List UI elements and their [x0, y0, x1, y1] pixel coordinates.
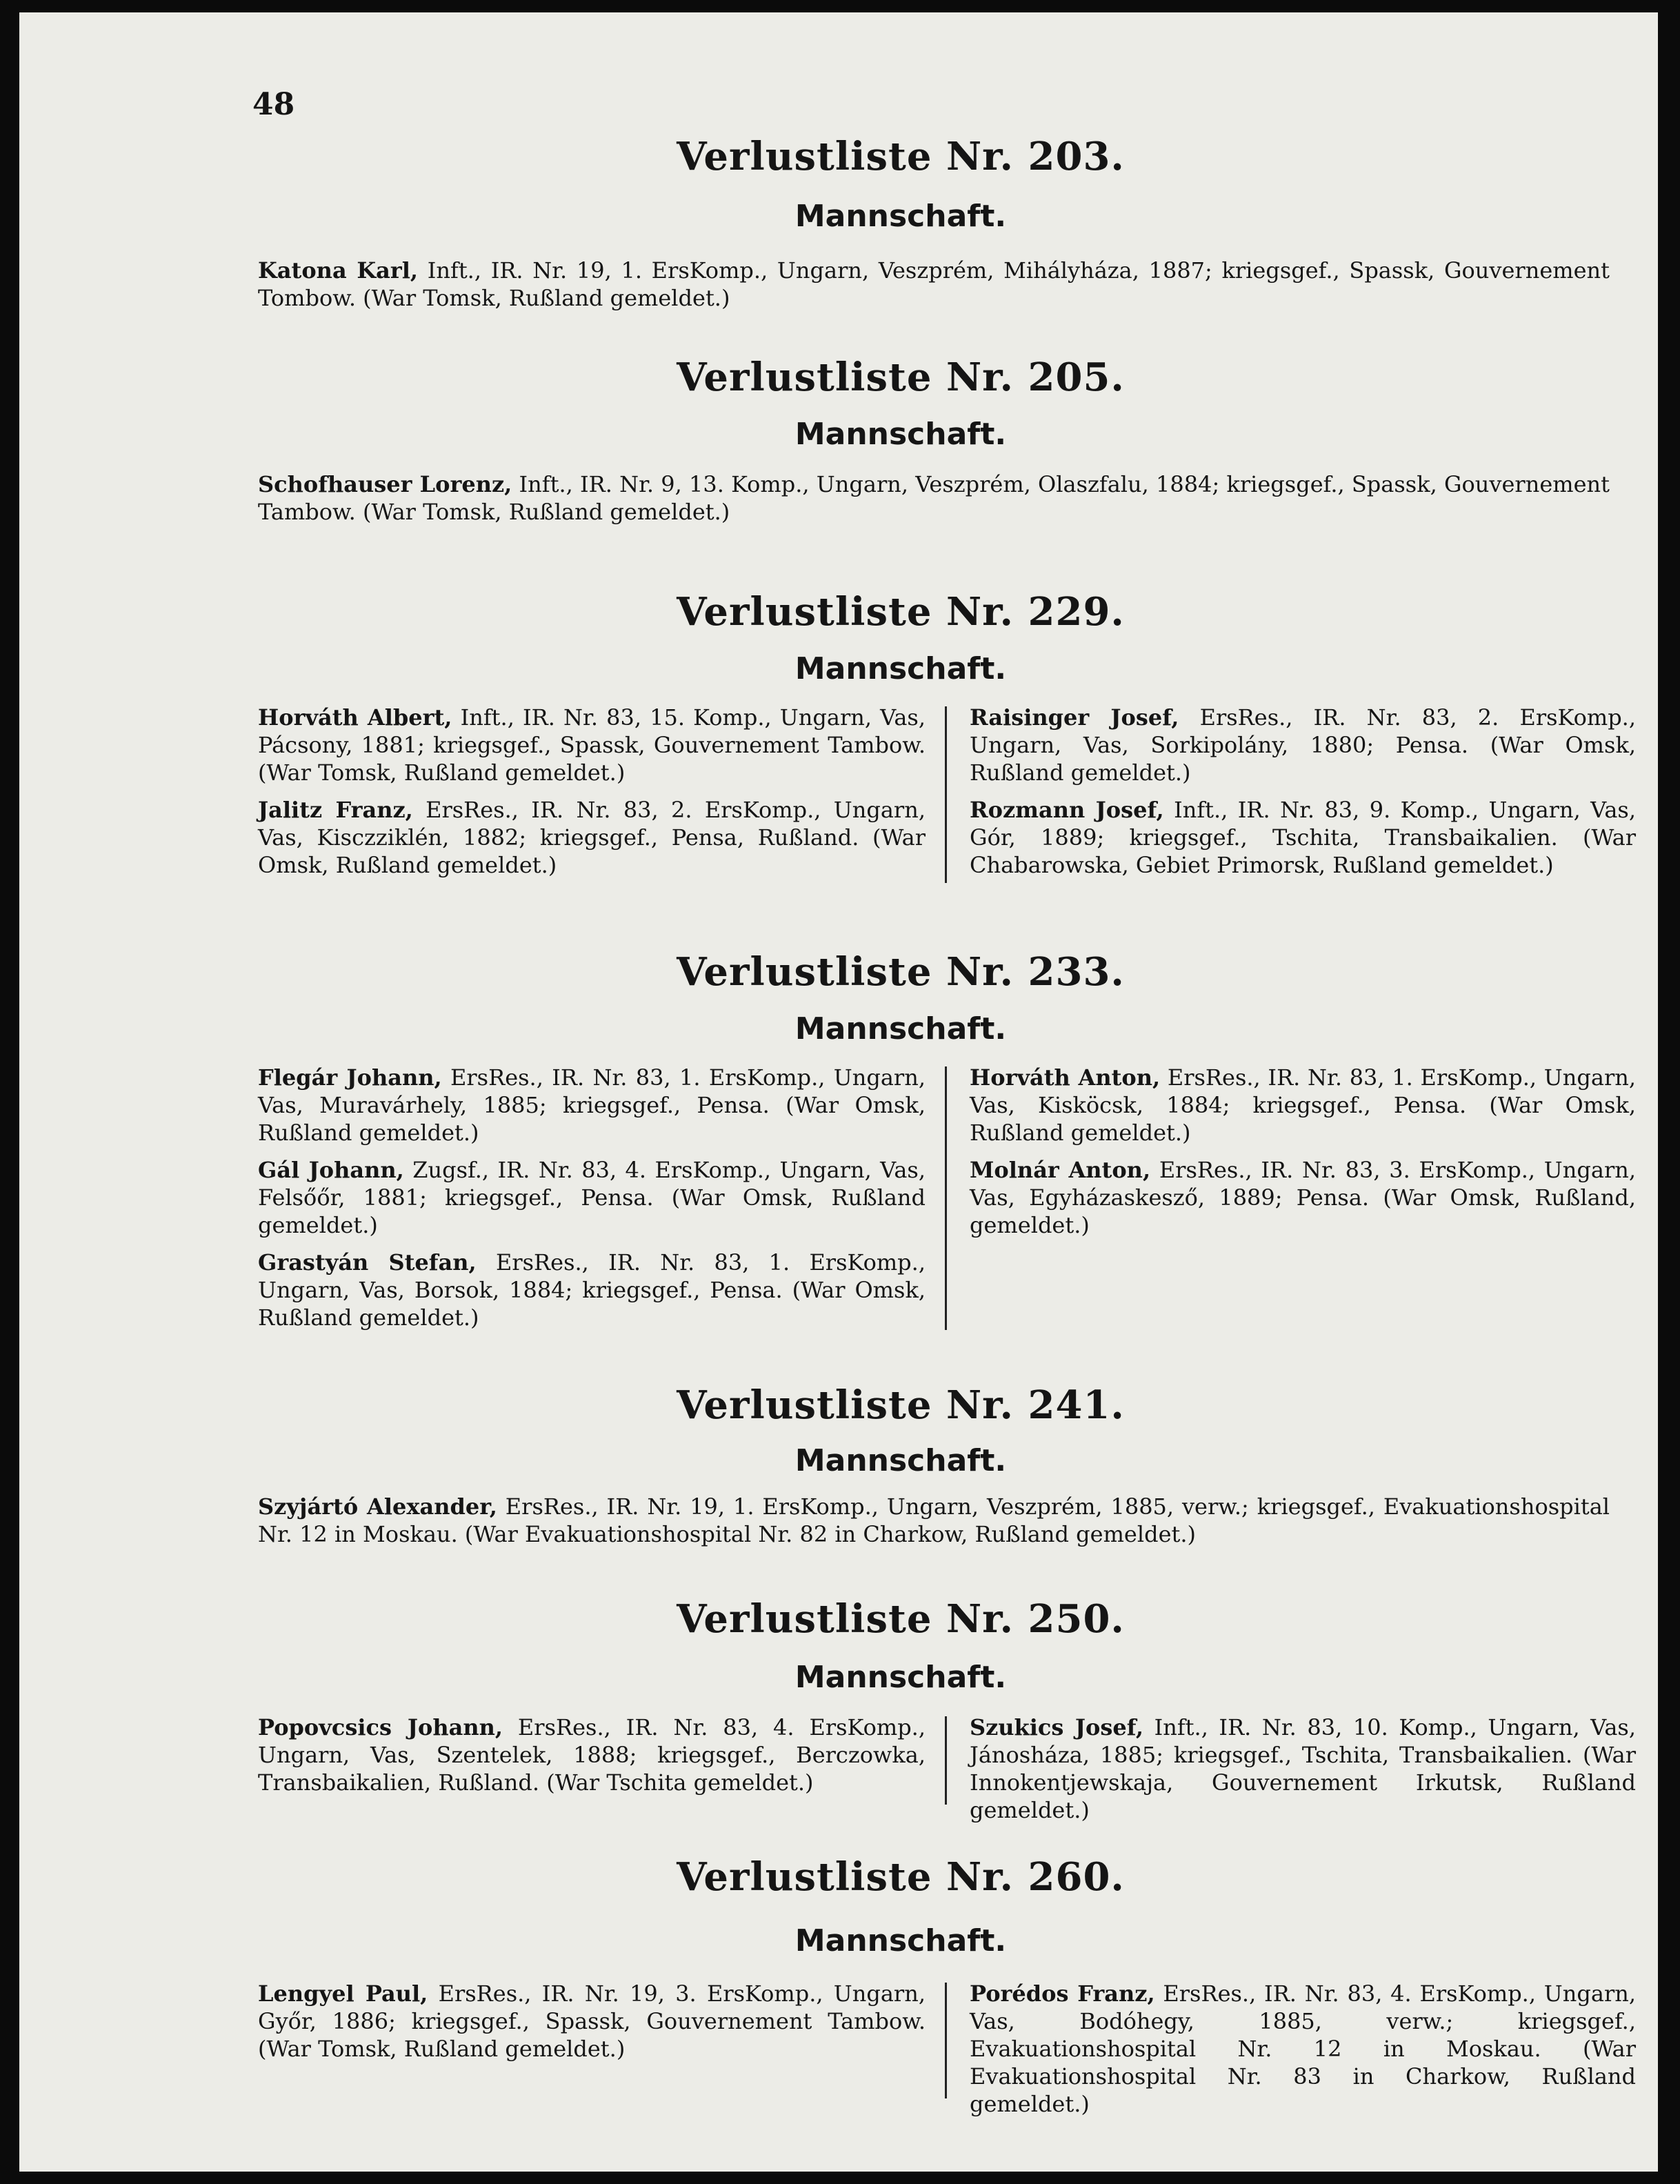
section-subtitle: Mannschaft. [794, 651, 1007, 686]
entry-name: Szukics Josef, [970, 1714, 1143, 1740]
casualty-entry [970, 1980, 1636, 2118]
section-subtitle: Mannschaft. [794, 417, 1007, 452]
entry-name: Szyjártó Alexander, [258, 1493, 497, 1520]
entry-text: ErsRes., IR. Nr. 83, 2. ErsKomp., Ungarn, Vas, Kisczziklén, 1882; kriegsgef., Pensa, Rußland. (War Omsk, Rußland gemeldet.) [258, 797, 926, 878]
entry-block [258, 1493, 1610, 1558]
casualty-entry [258, 1980, 926, 2063]
section-title: Verlustliste Nr. 205. [677, 355, 1125, 400]
entry-text: ErsRes., IR. Nr. 83, 2. ErsKomp., Ungarn, Vas, Sorkipolány, 1880; Pensa. (War Omsk, Rußland gemeldet.) [970, 704, 1637, 786]
left-column [258, 1064, 926, 1341]
casualty-entry [970, 1064, 1636, 1146]
entry-name: Rozmann Josef, [970, 797, 1164, 823]
section-subtitle: Mannschaft. [794, 199, 1007, 234]
casualty-entry [258, 1156, 926, 1239]
casualty-entry [970, 796, 1636, 879]
section-title: Verlustliste Nr. 233. [677, 949, 1125, 995]
entry-block [258, 470, 1610, 535]
left-column [258, 1980, 926, 2072]
left-column [258, 1714, 926, 1806]
casualty-entry [258, 796, 926, 879]
section-subtitle: Mannschaft. [794, 1923, 1007, 1958]
entry-text: Inft., IR. Nr. 83, 10. Komp., Ungarn, Vas, Jánosháza, 1885; kriegsgef., Tschita, Transbaikalien. (War Innokentjewskaja, Gouvernement Irkutsk, Rußland gemeldet.) [970, 1714, 1637, 1823]
column-divider [945, 1983, 947, 2098]
entry-text: ErsRes., IR. Nr. 83, 4. ErsKomp., Ungarn, Vas, Szentelek, 1888; kriegsgef., Berczowka, Transbaikalien, Rußland. (War Tschita gemeldet.) [258, 1714, 926, 1796]
section-title: Verlustliste Nr. 229. [677, 589, 1125, 635]
entry-name: Lengyel Paul, [258, 1981, 428, 2007]
entry-name: Porédos Franz, [970, 1981, 1155, 2007]
entry-text: ErsRes., IR. Nr. 83, 1. ErsKomp., Ungarn, Vas, Muravárhely, 1885; kriegsgef., Pensa. (War Omsk, Rußland gemeldet.) [258, 1064, 926, 1146]
casualty-entry [258, 704, 926, 786]
casualty-entry [258, 1249, 926, 1331]
entry-name: Horváth Albert, [258, 704, 452, 731]
casualty-entry [258, 1064, 926, 1146]
casualty-entry [258, 1493, 1610, 1548]
column-divider [945, 1716, 947, 1805]
right-column [970, 1714, 1636, 1834]
column-divider [945, 1066, 947, 1330]
entry-name: Flegár Johann, [258, 1064, 442, 1091]
entry-name: Popovcsics Johann, [258, 1714, 503, 1740]
entry-name: Jalitz Franz, [258, 797, 413, 823]
column-divider [945, 706, 947, 883]
section-title: Verlustliste Nr. 250. [677, 1596, 1125, 1642]
casualty-entry [970, 704, 1636, 786]
entry-text: Zugsf., IR. Nr. 83, 4. ErsKomp., Ungarn, Vas, Felsőőr, 1881; kriegsgef., Pensa. (War Omsk, Rußland gemeldet.) [258, 1157, 926, 1238]
entry-name: Raisinger Josef, [970, 704, 1179, 731]
section-subtitle: Mannschaft. [794, 1660, 1007, 1695]
section-title: Verlustliste Nr. 260. [677, 1854, 1125, 1900]
entry-text: Inft., IR. Nr. 19, 1. ErsKomp., Ungarn, Veszprém, Mihályháza, 1887; kriegsgef., Spassk, Gouvernement Tombow. (War Tomsk, Rußland gemeldet.) [258, 257, 1610, 311]
entry-text: Inft., IR. Nr. 9, 13. Komp., Ungarn, Veszprém, Olaszfalu, 1884; kriegsgef., Spassk, Gouvernement Tambow. (War Tomsk, Rußland gemeldet.) [258, 471, 1610, 525]
page-number: 48 [252, 87, 295, 122]
entry-block [258, 257, 1610, 321]
section-title: Verlustliste Nr. 241. [677, 1382, 1125, 1428]
section-subtitle: Mannschaft. [794, 1011, 1007, 1046]
entry-text: ErsRes., IR. Nr. 19, 1. ErsKomp., Ungarn, Veszprém, 1885, verw.; kriegsgef., Evakuationshospital Nr. 12 in Moskau. (War Evakuationshospital Nr. 82 in Charkow, Rußland gemeldet.) [258, 1493, 1610, 1547]
section-title: Verlustliste Nr. 203. [677, 134, 1125, 179]
entry-text: ErsRes., IR. Nr. 83, 3. ErsKomp., Ungarn, Vas, Egyházaskesző, 1889; Pensa. (War Omsk, Rußland, gemeldet.) [970, 1157, 1637, 1238]
entry-name: Gál Johann, [258, 1157, 404, 1183]
entry-text: ErsRes., IR. Nr. 83, 1. ErsKomp., Ungarn, Vas, Kisköcsk, 1884; kriegsgef., Pensa. (War Omsk, Rußland gemeldet.) [970, 1064, 1637, 1146]
section-subtitle: Mannschaft. [794, 1443, 1007, 1478]
casualty-entry [970, 1156, 1636, 1239]
right-column [970, 1064, 1636, 1249]
casualty-entry [970, 1714, 1636, 1824]
entry-name: Schofhauser Lorenz, [258, 471, 512, 497]
left-column [258, 704, 926, 889]
entry-name: Katona Karl, [258, 257, 419, 284]
entry-text: ErsRes., IR. Nr. 19, 3. ErsKomp., Ungarn, Győr, 1886; kriegsgef., Spassk, Gouvernement Tambow. (War Tomsk, Rußland gemeldet.) [258, 1981, 926, 2062]
entry-text: ErsRes., IR. Nr. 83, 1. ErsKomp., Ungarn, Vas, Borsok, 1884; kriegsgef., Pensa. (War Omsk, Rußland gemeldet.) [258, 1249, 926, 1331]
entry-text: Inft., IR. Nr. 83, 15. Komp., Ungarn, Vas, Pácsony, 1881; kriegsgef., Spassk, Gouvernement Tambow. (War Tomsk, Rußland gemeldet.) [258, 704, 926, 786]
casualty-entry [258, 470, 1610, 526]
entry-name: Grastyán Stefan, [258, 1249, 477, 1275]
right-column [970, 1980, 1636, 2127]
casualty-entry [258, 257, 1610, 312]
entry-text: Inft., IR. Nr. 83, 9. Komp., Ungarn, Vas, Gór, 1889; kriegsgef., Tschita, Transbaikalien. (War Chabarowska, Gebiet Primorsk, Rußland gemeldet.) [970, 797, 1637, 878]
entry-name: Molnár Anton, [970, 1157, 1151, 1183]
entry-name: Horváth Anton, [970, 1064, 1161, 1091]
right-column [970, 704, 1636, 889]
casualty-entry [258, 1714, 926, 1796]
document-page [19, 12, 1658, 2172]
entry-text: ErsRes., IR. Nr. 83, 4. ErsKomp., Ungarn, Vas, Bodóhegy, 1885, verw.; kriegsgef., Evakuationshospital Nr. 12 in Moskau. (War Evakuationshospital Nr. 83 in Charkow, Rußland gemeldet.) [970, 1981, 1637, 2117]
